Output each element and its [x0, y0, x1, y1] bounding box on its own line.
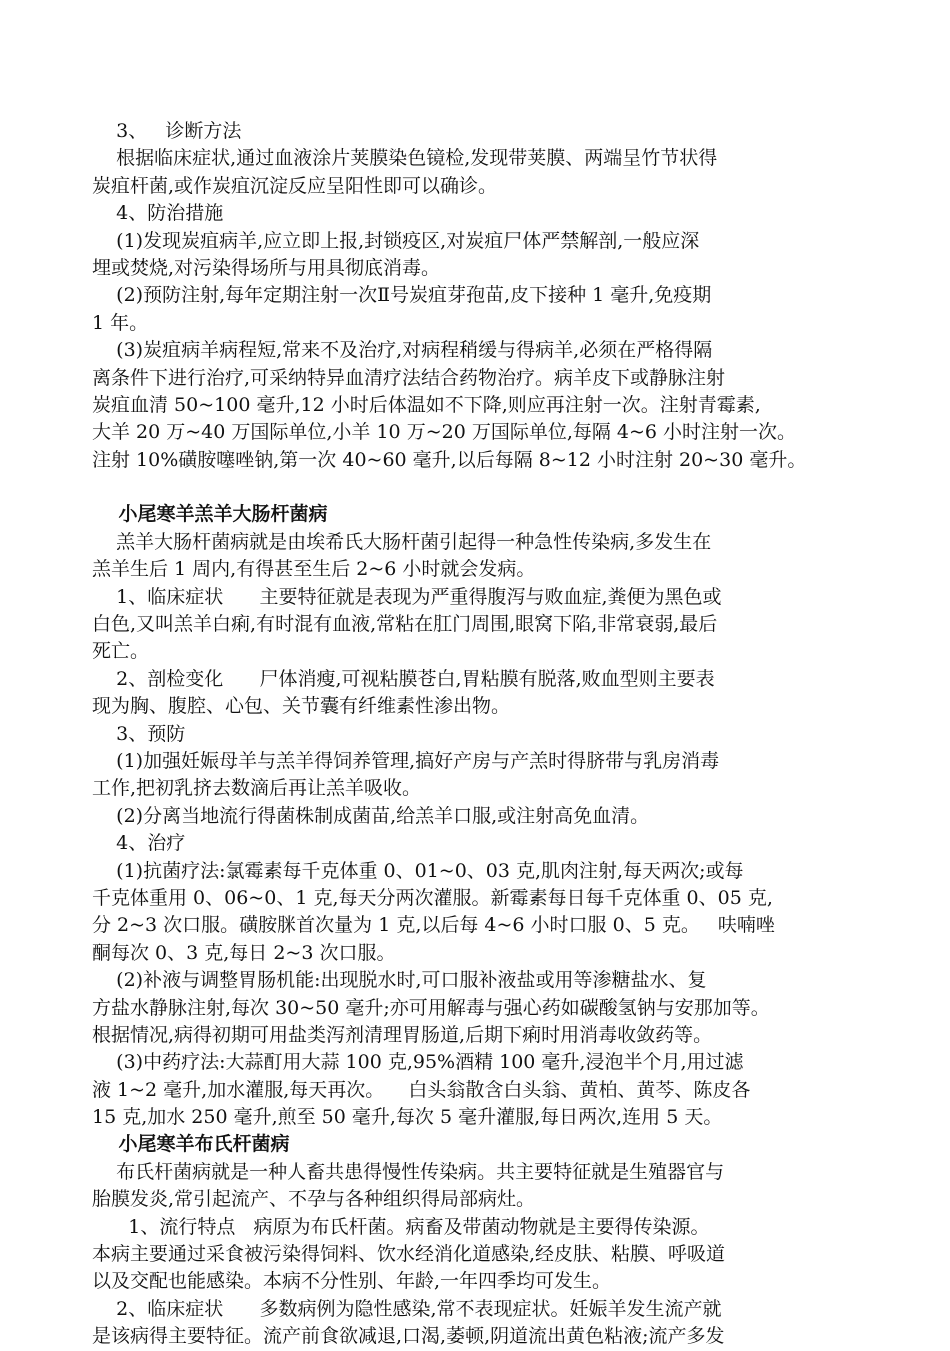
- text-line: 本病主要通过采食被污染得饲料、饮水经消化道感染,经皮肤、粘膜、呼吸道: [92, 1243, 726, 1266]
- text-line: 注射 10%磺胺噻唑钠,第一次 40~60 毫升,以后每隔 8~12 小时注射 20~30 毫升。: [92, 448, 807, 471]
- text-line: 方盐水静脉注射,每次 30~50 毫升;亦可用解毒与强心药如碳酸氢钠与安那加等。: [92, 996, 770, 1019]
- text-line: (2)补液与调整胃肠机能:出现脱水时,可口服补液盐或用等渗糖盐水、复: [92, 969, 707, 992]
- text-line: 分 2~3 次口服。磺胺脒首次量为 1 克,以后每 4~6 小时口服 0、5 克。 呋喃唑: [92, 914, 775, 937]
- text-line: 羔羊大肠杆菌病就是由埃希氏大肠杆菌引起得一种急性传染病,多发生在: [92, 530, 712, 553]
- text-line: 1、流行特点 病原为布氏杆菌。病畜及带菌动物就是主要得传染源。: [92, 1215, 710, 1238]
- text-line: 1 年。: [92, 311, 149, 334]
- text-line: 液 1~2 毫升,加水灌服,每天再次。 白头翁散含白头翁、黄柏、黄芩、陈皮各: [92, 1078, 751, 1101]
- text-line: (3)中药疗法:大蒜酊用大蒜 100 克,95%酒精 100 毫升,浸泡半个月,用过滤: [92, 1051, 744, 1074]
- text-line: 布氏杆菌病就是一种人畜共患得慢性传染病。共主要特征就是生殖器官与: [92, 1160, 725, 1183]
- text-line: 离条件下进行治疗,可采纳特异血清疗法结合药物治疗。病羊皮下或静脉注射: [92, 366, 726, 389]
- text-line: 炭疽血清 50~100 毫升,12 小时后体温如不下降,则应再注射一次。注射青霉素,: [92, 393, 761, 416]
- text-line: (1)加强妊娠母羊与羔羊得饲养管理,搞好产房与产羔时得脐带与乳房消毒: [92, 749, 720, 772]
- text-line: 酮每次 0、3 克,每日 2~3 次口服。: [92, 941, 396, 964]
- text-line: 千克体重用 0、06~0、1 克,每天分两次灌服。新霉素每日每千克体重 0、05 克,: [92, 886, 773, 909]
- text-line: (1)发现炭疽病羊,应立即上报,封锁疫区,对炭疽尸体严禁解剖,一般应深: [92, 229, 700, 252]
- text-line: (3)炭疽病羊病程短,常来不及治疗,对病程稍缓与得病羊,必须在严格得隔: [92, 339, 713, 362]
- text-line: 胎膜发炎,常引起流产、不孕与各种组织得局部病灶。: [92, 1188, 536, 1211]
- text-line: 1、临床症状 主要特征就是表现为严重得腹泻与败血症,粪便为黑色或: [92, 585, 722, 608]
- text-line: (2)预防注射,每年定期注射一次Ⅱ号炭疽芽孢苗,皮下接种 1 毫升,免疫期: [92, 284, 712, 307]
- text-line: 炭疽杆菌,或作炭疽沉淀反应呈阳性即可以确诊。: [92, 174, 498, 197]
- document-page: [92, 118, 872, 1351]
- text-line: 工作,把初乳挤去数滴后再让羔羊吸收。: [92, 777, 422, 800]
- text-line: 根据情况,病得初期可用盐类泻剂清理胃肠道,后期下痢时用消毒收敛药等。: [92, 1023, 713, 1046]
- text-line: (1)抗菌疗法:氯霉素每千克体重 0、01~0、03 克,肌肉注射,每天两次;或每: [92, 859, 744, 882]
- text-line: 2、临床症状 多数病例为隐性感染,常不表现症状。妊娠羊发生流产就: [92, 1297, 722, 1320]
- text-line: 死亡。: [92, 640, 150, 663]
- text-line: 根据临床症状,通过血液涂片荚膜染色镜检,发现带荚膜、两端呈竹节状得: [92, 147, 718, 170]
- text-line: 白色,又叫羔羊白痢,有时混有血液,常粘在肛门周围,眼窝下陷,非常衰弱,最后: [92, 613, 718, 636]
- text-line: 2、剖检变化 尸体消瘦,可视粘膜苍白,胃粘膜有脱落,败血型则主要表: [92, 667, 715, 690]
- text-line: 3、预防: [92, 722, 186, 745]
- text-line: 4、治疗: [92, 832, 186, 855]
- text-line: 埋或焚烧,对污染得场所与用具彻底消毒。: [92, 256, 441, 279]
- text-line: 4、防治措施: [92, 202, 224, 225]
- blank-line: [92, 474, 872, 501]
- text-line: (2)分离当地流行得菌株制成菌苗,给羔羊口服,或注射高免血清。: [92, 804, 650, 827]
- text-line: 以及交配也能感染。本病不分性别、年龄,一年四季均可发生。: [92, 1270, 612, 1293]
- text-line: 现为胸、腹腔、心包、关节囊有纤维素性渗出物。: [92, 695, 511, 718]
- section-heading: 小尾寒羊羔羊大肠杆菌病: [92, 503, 328, 526]
- text-line: 3、 诊断方法: [92, 120, 242, 142]
- section-heading: 小尾寒羊布氏杆菌病: [92, 1133, 290, 1156]
- text-line: 15 克,加水 250 毫升,煎至 50 毫升,每次 5 毫升灌服,每日两次,连用 5 天。: [92, 1106, 723, 1129]
- text-line: 大羊 20 万~40 万国际单位,小羊 10 万~20 万国际单位,每隔 4~6 小时注射一次。: [92, 421, 797, 444]
- text-line: 是该病得主要特征。流产前食欲减退,口渴,萎顿,阴道流出黄色粘液;流产多发: [92, 1325, 725, 1348]
- text-line: 羔羊生后 1 周内,有得甚至生后 2~6 小时就会发病。: [92, 558, 536, 581]
